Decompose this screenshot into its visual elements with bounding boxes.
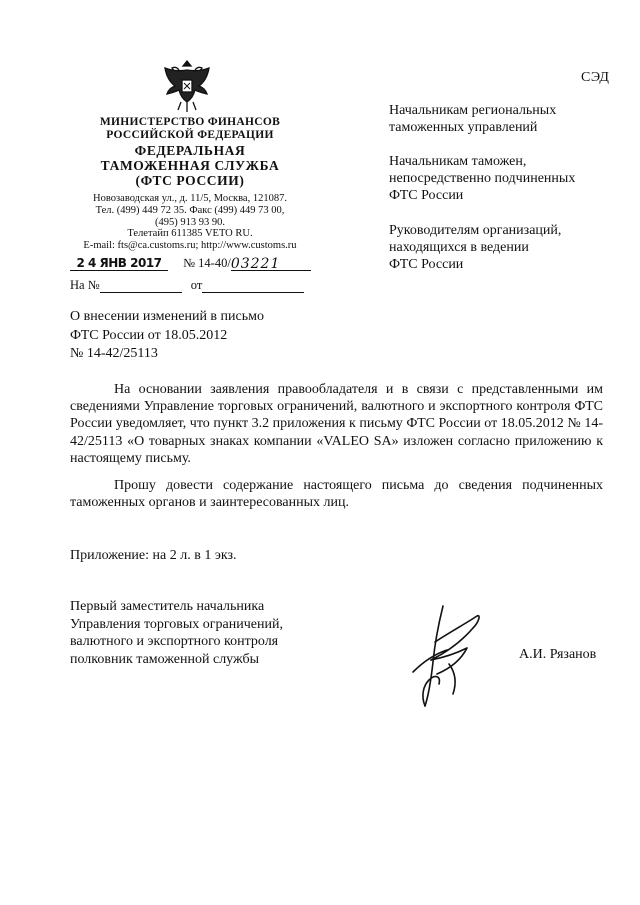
addressee-line: непосредственно подчиненных — [389, 171, 576, 186]
attachment-note: Приложение: на 2 л. в 1 экз. — [70, 548, 237, 563]
registration-row — [70, 256, 320, 271]
addressee-line: таможенных управлений — [389, 120, 538, 135]
signer-name: А.И. Рязанов — [519, 647, 597, 662]
addressee-2 — [389, 153, 619, 204]
addressee-line: ФТС России — [389, 188, 464, 203]
addressee-line: находящихся в ведении — [389, 240, 529, 255]
date-field — [70, 256, 168, 271]
addressee-line: Начальникам региональных — [389, 103, 557, 118]
letter-subject — [70, 308, 330, 364]
body-paragraph-2 — [70, 477, 603, 511]
ref-label: На № — [70, 278, 100, 292]
number-field — [231, 256, 311, 271]
subject-line-1: О внесении изменений в письмо — [70, 309, 264, 324]
body-paragraph-1 — [70, 381, 603, 467]
signature-icon — [395, 602, 495, 712]
address-line-5: E-mail: fts@ca.customs.ru; http://www.customs.ru — [83, 240, 297, 252]
ministry-line-2: РОССИЙСКОЙ ФЕДЕРАЦИИ — [106, 129, 274, 141]
ref-date-field — [202, 278, 304, 293]
position-line-3: валютного и экспортного контроля — [70, 634, 279, 649]
subject-line-3: № 14-42/25113 — [70, 346, 158, 361]
emblem-icon — [157, 58, 217, 118]
number-prefix: № 14-40/ — [183, 256, 231, 270]
signer-position — [70, 598, 370, 668]
sed-mark: СЭД — [581, 70, 610, 85]
ref-from-label: от — [190, 278, 203, 292]
addressee-line: Руководителям организаций, — [389, 223, 562, 238]
address-line-4: Телетайп 611385 VETO RU. — [127, 228, 253, 240]
paragraph-1-text: На основании заявления правообладателя и в связи с представленными им сведениями Управление торговых ограничений, валютного и экспортного контроля ФТС России уведомляет, что пункт 3.2 приложения к письму ФТС России от 18.05.2012 № 14-42/25113 «О товарных знаках компании «VALEO SA» изложен согласно приложению к настоящему письму. — [70, 382, 603, 466]
position-line-4: полковник таможенной службы — [70, 651, 260, 667]
ministry-name — [80, 116, 300, 142]
addressee-3 — [389, 222, 619, 273]
ministry-line-1: МИНИСТЕРСТВО ФИНАНСОВ — [99, 116, 281, 128]
address-line-2: Тел. (499) 449 72 35. Факс (499) 449 73 00, — [95, 204, 285, 216]
sender-address — [70, 193, 310, 252]
agency-line-1: ФЕДЕРАЛЬНАЯ — [134, 143, 246, 158]
addressee-line: Начальникам таможен, — [389, 154, 527, 169]
paragraph-2-text: Прошу довести содержание настоящего письма до сведения подчиненных таможенных органов и заинтересованных лиц. — [70, 478, 603, 511]
agency-name — [80, 143, 300, 188]
agency-line-2: ТАМОЖЕННАЯ СЛУЖБА — [100, 158, 280, 173]
reference-row — [70, 278, 320, 293]
address-line-3: (495) 913 93 90. — [155, 216, 225, 228]
addressee-line: ФТС России — [389, 257, 464, 272]
ref-number-field — [100, 278, 182, 293]
position-line-1: Первый заместитель начальника — [70, 599, 265, 614]
position-line-2: Управления торговых ограничений, — [70, 616, 283, 632]
addressee-1 — [389, 102, 619, 136]
address-line-1: Новозаводская ул., д. 11/5, Москва, 121087. — [93, 193, 287, 204]
agency-line-3: (ФТС РОССИИ) — [135, 173, 245, 188]
date-stamp: 2 4 ЯНВ 2017 — [76, 256, 162, 270]
handwritten-number: 03221 — [230, 256, 281, 272]
subject-line-2: ФТС России от 18.05.2012 — [70, 327, 228, 343]
